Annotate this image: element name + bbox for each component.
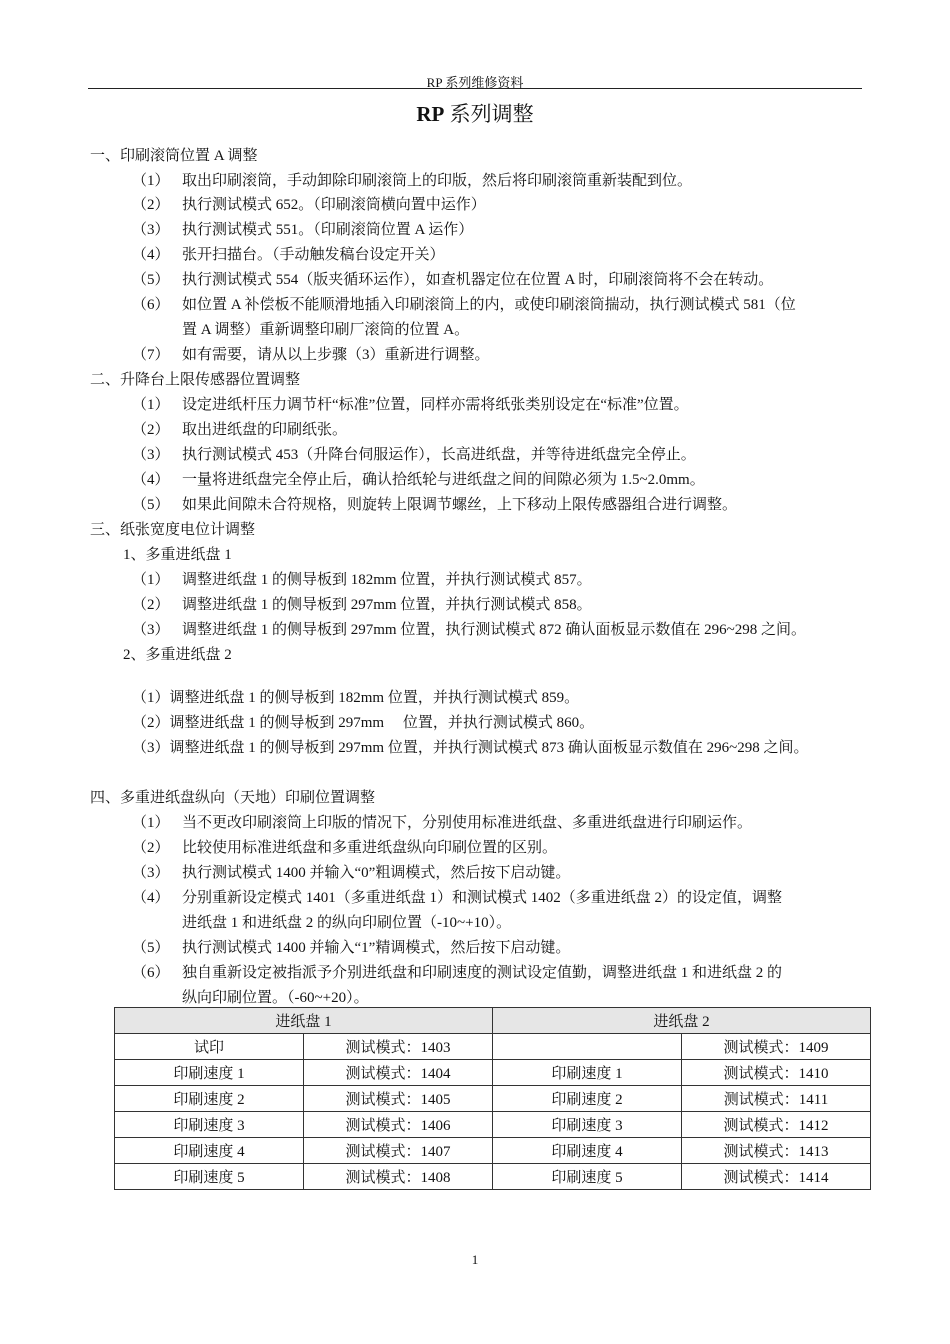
header-rule	[88, 88, 862, 89]
table-cell: 测试模式：1406	[304, 1112, 493, 1138]
step-text: 分别重新设定模式 1401（多重进纸盘 1）和测试模式 1402（多重进纸盘 2）的设定值，调整	[182, 890, 783, 906]
table-cell: 印刷速度 1	[115, 1060, 304, 1086]
table-row	[115, 1034, 871, 1060]
table-cell: 印刷速度 5	[115, 1164, 304, 1190]
table-row	[115, 1112, 871, 1138]
step-text: 调整进纸盘 1 的侧导板到 297mm 位置，执行测试模式 872 确认面板显示数值在 296~298 之间。	[182, 622, 806, 638]
step-paragraph: （3）调整进纸盘 1 的侧导板到 297mm 位置，并执行测试模式 873 确认面板显示数值在 296~298 之间。	[132, 740, 809, 756]
step-number: （6）	[132, 297, 170, 313]
table-cell: 测试模式：1407	[304, 1138, 493, 1164]
step-number: （6）	[132, 965, 170, 981]
step-number: （1）	[132, 815, 170, 831]
step-number: （1）	[132, 572, 170, 588]
step-number: （5）	[132, 940, 170, 956]
step-text: 执行测试模式 1400 并输入“1”精调模式，然后按下启动键。	[182, 940, 571, 956]
table-cell: 印刷速度 4	[493, 1138, 682, 1164]
table-cell: 印刷速度 3	[115, 1112, 304, 1138]
step-text: 取出印刷滚筒，手动卸除印刷滚筒上的印版，然后将印刷滚筒重新装配到位。	[182, 173, 693, 189]
step-paragraph: （1）调整进纸盘 1 的侧导板到 182mm 位置，并执行测试模式 859。	[132, 690, 580, 706]
table-cell: 印刷速度 2	[493, 1086, 682, 1112]
step-text: 调整进纸盘 1 的侧导板到 182mm 位置，并执行测试模式 857。	[182, 572, 592, 588]
running-header: RP 系列维修资料	[426, 75, 524, 90]
step-number: （2）	[132, 422, 170, 438]
step-text-continued: 纵向印刷位置。（-60~+20）。	[182, 990, 369, 1006]
step-number: （4）	[132, 472, 170, 488]
step-number: （1）	[132, 397, 170, 413]
page-title	[0, 98, 950, 128]
section-4-heading: 四、多重进纸盘纵向（天地）印刷位置调整	[90, 790, 376, 806]
table-header-row	[115, 1008, 871, 1034]
step-text: 执行测试模式 453（升降台伺服运作），长高进纸盘，并等待进纸盘完全停止。	[182, 447, 696, 463]
table-cell: 印刷速度 3	[493, 1112, 682, 1138]
section-1-heading: 一、印刷滚筒位置 A 调整	[90, 148, 258, 164]
table-cell: 印刷速度 2	[115, 1086, 304, 1112]
step-number: （3）	[132, 865, 170, 881]
step-text: 当不更改印刷滚筒上印版的情况下，分别使用标准进纸盘、多重进纸盘进行印刷运作。	[182, 815, 753, 831]
step-text: 张开扫描台。（手动触发稿台设定开关）	[182, 247, 445, 263]
step-text: 独自重新设定被指派予介别进纸盘和印刷速度的测试设定值勤，调整进纸盘 1 和进纸盘 2 的	[182, 965, 783, 981]
table-cell: 测试模式：1414	[682, 1164, 871, 1190]
table-cell: 测试模式：1411	[682, 1086, 871, 1112]
step-number: （3）	[132, 222, 170, 238]
step-text: 如果此间隙未合符规格，则旋转上限调节螺丝，上下移动上限传感器组合进行调整。	[182, 497, 738, 513]
table-cell: 测试模式：1410	[682, 1060, 871, 1086]
page-number: 1	[471, 1252, 479, 1267]
step-text: 执行测试模式 1400 并输入“0”粗调模式，然后按下启动键。	[182, 865, 571, 881]
table-row	[115, 1164, 871, 1190]
step-text: 一量将进纸盘完全停止后，确认拾纸轮与进纸盘之间的间隙必须为 1.5~2.0mm。	[182, 472, 705, 488]
step-paragraph: （2）调整进纸盘 1 的侧导板到 297mm 位置，并执行测试模式 860。	[132, 715, 595, 731]
table-cell: 测试模式：1412	[682, 1112, 871, 1138]
step-number: （4）	[132, 890, 170, 906]
table-header-tray-2: 进纸盘 2	[493, 1008, 871, 1034]
step-text: 如有需要，请从以上步骤（3）重新进行调整。	[182, 347, 490, 363]
table-cell: 测试模式：1409	[682, 1034, 871, 1060]
section-3-heading: 三、纸张宽度电位计调整	[90, 522, 256, 538]
step-text: 执行测试模式 551。（印刷滚筒位置 A 运作）	[182, 222, 474, 238]
step-text: 调整进纸盘 1 的侧导板到 297mm 位置，并执行测试模式 858。	[182, 597, 592, 613]
step-number: （7）	[132, 347, 170, 363]
section-2-heading: 二、升降台上限传感器位置调整	[90, 372, 301, 388]
step-text: 执行测试模式 652。（印刷滚筒横向置中运作）	[182, 197, 486, 213]
subsection-tray-2: 2、多重进纸盘 2	[123, 647, 232, 663]
step-number: （3）	[132, 447, 170, 463]
table-row	[115, 1086, 871, 1112]
table-cell: 印刷速度 4	[115, 1138, 304, 1164]
step-text: 比较使用标准进纸盘和多重进纸盘纵向印刷位置的区别。	[182, 840, 558, 856]
step-text: 设定进纸杆压力调节杆“标准”位置，同样亦需将纸张类别设定在“标准”位置。	[182, 397, 689, 413]
step-number: （1）	[132, 173, 170, 189]
step-number: （2）	[132, 197, 170, 213]
step-number: （2）	[132, 840, 170, 856]
table-cell: 测试模式：1404	[304, 1060, 493, 1086]
subsection-tray-1: 1、多重进纸盘 1	[123, 547, 232, 563]
table-cell	[493, 1034, 682, 1060]
step-number: （3）	[132, 622, 170, 638]
table-cell: 测试模式：1403	[304, 1034, 493, 1060]
step-number: （4）	[132, 247, 170, 263]
table-row	[115, 1060, 871, 1086]
title-bold: RP	[416, 102, 445, 126]
table-cell: 印刷速度 5	[493, 1164, 682, 1190]
step-text-continued: 置 A 调整）重新调整印刷厂滚筒的位置 A。	[182, 322, 470, 338]
table-cell: 测试模式：1405	[304, 1086, 493, 1112]
title-rest: 系列调整	[444, 102, 534, 126]
step-number: （2）	[132, 597, 170, 613]
step-number: （5）	[132, 272, 170, 288]
table-cell: 印刷速度 1	[493, 1060, 682, 1086]
step-text-continued: 进纸盘 1 和进纸盘 2 的纵向印刷位置（-10~+10）。	[182, 915, 512, 931]
table-header-tray-1: 进纸盘 1	[115, 1008, 493, 1034]
table-row	[115, 1138, 871, 1164]
step-text: 如位置 A 补偿板不能顺滑地插入印刷滚筒上的内，或使印刷滚筒揣动，执行测试模式 581（位	[182, 297, 796, 313]
table-cell: 测试模式：1408	[304, 1164, 493, 1190]
test-mode-table	[114, 1007, 871, 1190]
table-cell: 测试模式：1413	[682, 1138, 871, 1164]
table-cell: 试印	[115, 1034, 304, 1060]
step-number: （5）	[132, 497, 170, 513]
step-text: 取出进纸盘的印刷纸张。	[182, 422, 348, 438]
step-text: 执行测试模式 554（版夹循环运作），如查机器定位在位置 A 时，印刷滚筒将不会在转动。	[182, 272, 774, 288]
